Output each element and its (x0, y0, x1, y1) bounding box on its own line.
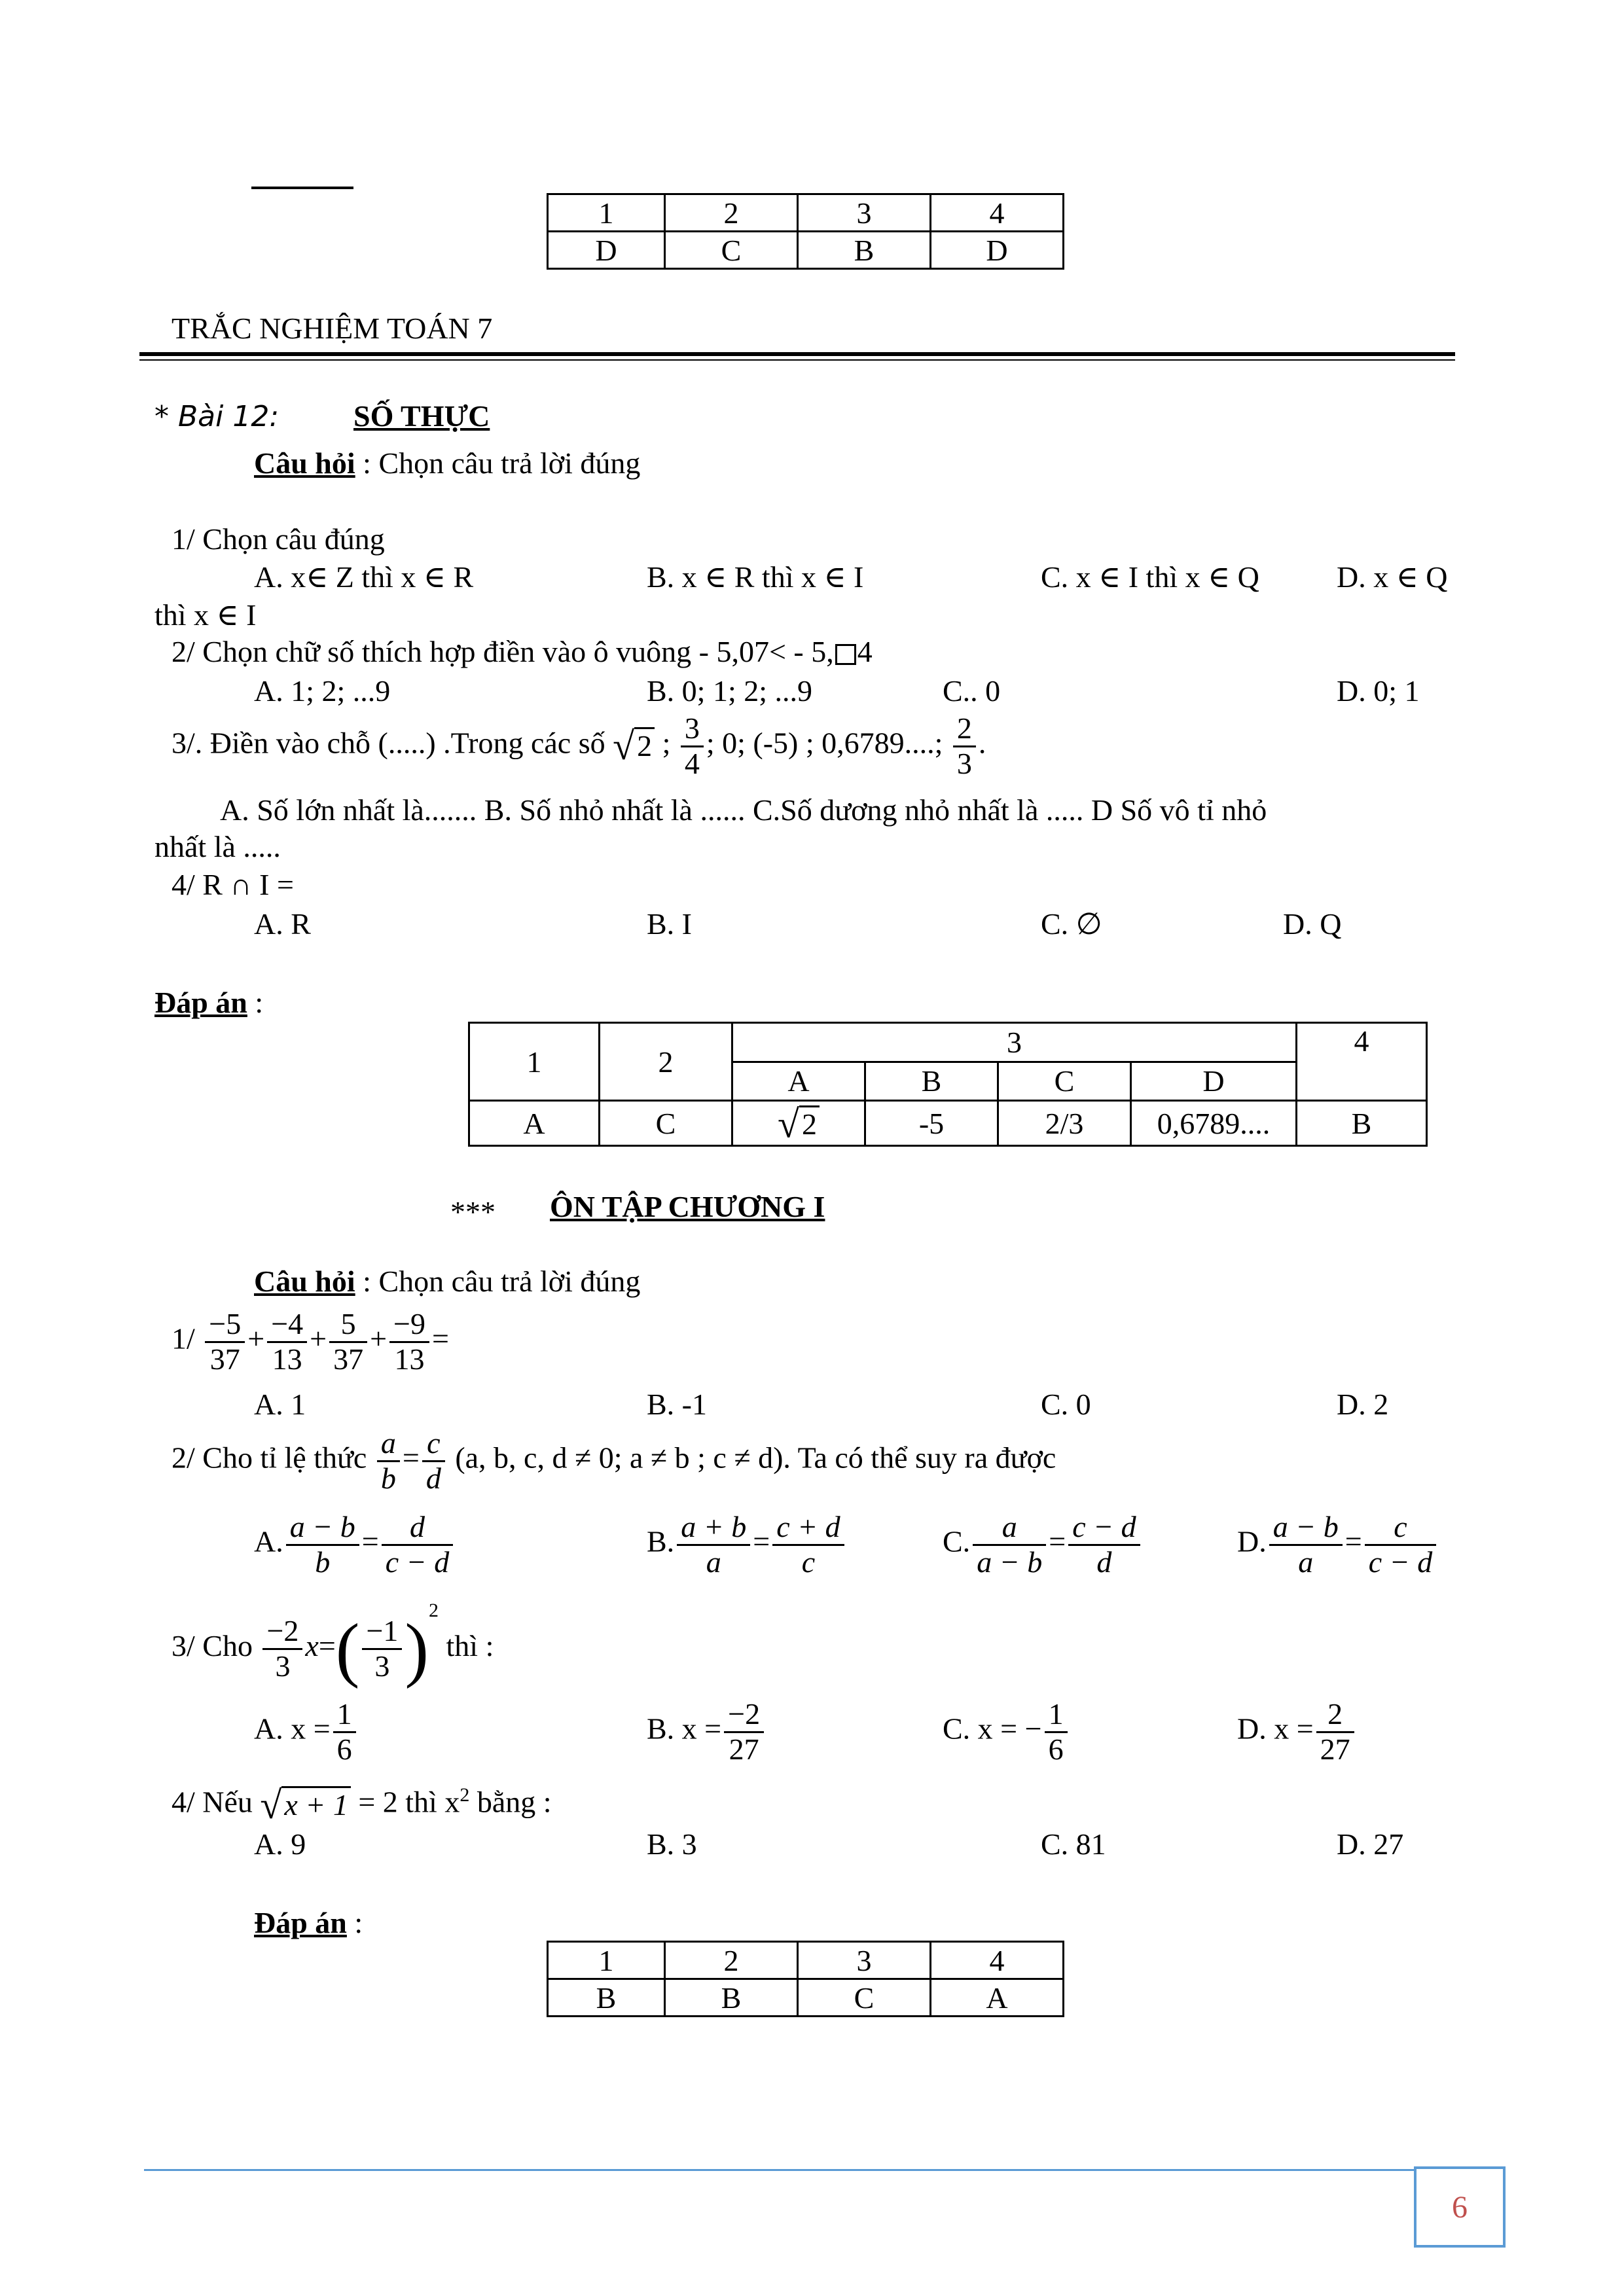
q2-stem (171, 635, 873, 670)
cau-hoi-label: Câu hỏi (254, 446, 355, 480)
top-val-3: B (798, 232, 931, 269)
r-q2-c-d1: a − b (977, 1545, 1043, 1579)
q4-option-b: B. I (647, 907, 692, 941)
review-dap-an-text: Đáp án (254, 1906, 347, 1939)
r-q3-a-frac (333, 1698, 356, 1766)
l12-sub-b: B (865, 1062, 998, 1101)
r-q2-pre: 2/ Cho tỉ lệ thức (171, 1441, 374, 1475)
top-head-3: 3 (798, 194, 931, 232)
sqrt-icon: √x + 1 (260, 1785, 350, 1825)
r-q3-option-a (254, 1698, 359, 1766)
r-q2-b-n1: a + b (677, 1511, 750, 1546)
r-q2-a-frac-2 (382, 1511, 453, 1579)
l12-val-b: -5 (865, 1101, 998, 1146)
r-q4-option-c: C. 81 (1041, 1827, 1106, 1861)
r-q1-frac-3 (329, 1308, 367, 1376)
r-q2-b-d2: c (801, 1545, 816, 1579)
r-q3-c-label: C. x = − (943, 1712, 1042, 1746)
q1-stem: 1/ Chọn câu đúng (171, 522, 385, 556)
r-q1-option-a: A. 1 (254, 1388, 306, 1421)
r-q3-eq: = (318, 1629, 336, 1662)
r-q2-d-frac-2 (1365, 1511, 1436, 1579)
r-q1-eq: = (432, 1321, 449, 1355)
l12-sub-a: A (732, 1062, 865, 1101)
r-q1-frac-2 (267, 1308, 307, 1376)
r-q3-stem (171, 1600, 494, 1689)
q2-option-c: C.. 0 (943, 674, 1001, 708)
r-q3-d-frac (1316, 1698, 1354, 1766)
q2-option-d: D. 0; 1 (1337, 674, 1420, 708)
top-head-4: 4 (931, 194, 1064, 232)
r-q1-n2: −4 (267, 1308, 307, 1343)
q3-options-cont: nhất là ..... (154, 830, 281, 863)
l12-val-2: C (600, 1101, 732, 1146)
r-q3-c-n: 1 (1045, 1698, 1068, 1733)
r-q2-dd: d (425, 1461, 441, 1495)
r-q1-d4: 13 (394, 1342, 425, 1376)
top-rule (251, 187, 353, 189)
review-answer-table (547, 1941, 1064, 2017)
l12-head-3: 3 (732, 1023, 1297, 1062)
r-head-3: 3 (798, 1942, 931, 1979)
r-q1-plus-1: + (247, 1321, 265, 1355)
r-q3-c-d: 6 (1048, 1732, 1064, 1766)
blank-box-icon (835, 644, 856, 665)
q3-frac-2 (953, 712, 976, 780)
q2-option-b: B. 0; 1; 2; ...9 (647, 674, 813, 708)
r-q1-option-c: C. 0 (1041, 1388, 1091, 1421)
review-cau-hoi-rest: : Chọn câu trả lời đúng (355, 1265, 641, 1298)
q3-end: . (978, 726, 986, 760)
r-q1-label: 1/ (171, 1321, 195, 1355)
review-question-header (254, 1265, 640, 1299)
q3-options: A. Số lớn nhất là....... B. Số nhỏ nhất là ...... C.Số dương nhỏ nhất là ..... D Số vô tỉ nhỏ (220, 793, 1267, 827)
sqrt-icon: √2 (613, 726, 655, 766)
r-q2-post: (a, b, c, d ≠ 0; a ≠ b ; c ≠ d). Ta có thể suy ra được (447, 1441, 1056, 1475)
r-q3-option-d (1237, 1698, 1357, 1766)
top-head-2: 2 (665, 194, 798, 232)
r-q2-c-n1: a (973, 1511, 1046, 1546)
r-q3-option-c (943, 1698, 1070, 1766)
r-q1-d2: 13 (272, 1342, 302, 1376)
q4-option-c: C. ∅ (1041, 907, 1102, 941)
r-q3-b-d: 27 (729, 1732, 759, 1766)
r-q2-a-d2: c − d (385, 1545, 450, 1579)
r-q2-stem: 2/ Cho tỉ lệ thức $\frac{a}{b}$ = $\frac{c}{d}$ (a, b, c, d ≠ 0; a ≠ b ; c ≠ d). Ta có thể suy ra được (171, 1426, 1056, 1495)
r-q1-plus-2: + (310, 1321, 327, 1355)
q3-stem (171, 712, 986, 780)
l12-val-4: B (1297, 1101, 1427, 1146)
r-q1-plus-3: + (370, 1321, 388, 1355)
q3-sep1: ; (655, 726, 678, 760)
r-q4-pre: 4/ Nếu (171, 1785, 261, 1819)
l12-val-1: A (469, 1101, 600, 1146)
r-q3-frac-r (362, 1615, 402, 1683)
q1-option-b: B. x ∈ R thì x ∈ I (647, 560, 864, 594)
header-rule-thin (139, 359, 1455, 361)
r-q2-a-n1: a − b (286, 1511, 359, 1546)
r-q2-b-n2: c + d (772, 1511, 844, 1546)
q3-f2-den: 3 (956, 746, 972, 780)
r-q3-a-d: 6 (336, 1732, 352, 1766)
r-q2-c-label: C. (943, 1524, 971, 1558)
r-q1-option-b: B. -1 (647, 1388, 707, 1421)
r-q1-frac-1 (205, 1308, 245, 1376)
r-q2-b-frac-1 (677, 1511, 750, 1579)
r-q2-b-d1: a (706, 1545, 721, 1579)
r-q2-c-n2: c − d (1068, 1511, 1140, 1546)
q1-option-d: D. x ∈ Q (1337, 560, 1448, 594)
r-val-3: C (798, 1979, 931, 2017)
r-q2-a-n2: d (382, 1511, 453, 1546)
right-paren-icon: ) (405, 1609, 429, 1689)
q1-option-d-cont: thì x ∈ I (154, 598, 257, 632)
r-q2-option-b: B. $\frac{a + b}{a}$ = $\frac{c + d}{c}$ (647, 1511, 847, 1579)
top-val-2: C (665, 232, 798, 269)
q4-option-a: A. R (254, 907, 311, 941)
r-q2-c-d2: d (1096, 1545, 1112, 1579)
r-q2-d-label: D. (1237, 1524, 1267, 1558)
page-number-box (1414, 2166, 1506, 2248)
review-dap-an-colon: : (346, 1906, 363, 1939)
r-q4-option-a: A. 9 (254, 1827, 306, 1861)
l12-val-a-arg: 2 (799, 1105, 820, 1141)
l12-val-a (732, 1101, 865, 1146)
r-q3-option-b (647, 1698, 767, 1766)
l12-sub-c: C (998, 1062, 1131, 1101)
r-q1-d3: 37 (333, 1342, 364, 1376)
review-cau-hoi: Câu hỏi (254, 1265, 355, 1298)
top-answer-table (547, 193, 1064, 270)
r-q1-stem (171, 1308, 449, 1376)
top-val-1: D (548, 232, 665, 269)
r-q3-d-d: 27 (1320, 1732, 1350, 1766)
r-q3-d-n: 2 (1316, 1698, 1354, 1733)
r-q2-d-d2: c − d (1368, 1545, 1433, 1579)
r-q3-x: x (305, 1629, 319, 1662)
q3-pre: 3/. Điền vào chỗ (.....) .Trong các số (171, 726, 613, 760)
left-paren-icon: ( (335, 1609, 360, 1689)
r-val-4: A (931, 1979, 1064, 2017)
top-head-1: 1 (548, 194, 665, 232)
r-q1-n3: 5 (329, 1308, 367, 1343)
r-q2-d-d1: a (1298, 1545, 1314, 1579)
lesson12-answer-table (468, 1022, 1428, 1147)
r-q2-frac-ab (377, 1427, 400, 1495)
l12-val-d: 0,6789.... (1131, 1101, 1297, 1146)
r-q4-post: bằng : (469, 1785, 552, 1819)
r-q3-a-label: A. x = (254, 1712, 331, 1746)
q2-stem-b: 4 (857, 635, 873, 668)
r-q2-option-a: A. $\frac{a - b}{b}$ = $\frac{d}{c - d}$ (254, 1511, 456, 1579)
l12-head-2: 2 (600, 1023, 732, 1101)
q3-sqrt-arg: 2 (634, 727, 655, 762)
r-q3-c-frac (1045, 1698, 1068, 1766)
l12-sub-d: D (1131, 1062, 1297, 1101)
r-q3-ln: −2 (262, 1615, 302, 1650)
r-q3-b-label: B. x = (647, 1712, 722, 1746)
r-q2-a-frac-1 (286, 1511, 359, 1579)
dap-an-colon: : (247, 986, 264, 1019)
q1-option-c: C. x ∈ I thì x ∈ Q (1041, 560, 1259, 594)
q2-option-a: A. 1; 2; ...9 (254, 674, 391, 708)
lesson-question-header (254, 446, 640, 481)
cau-hoi-rest: : Chọn câu trả lời đúng (355, 446, 641, 480)
r-q2-d-frac-1 (1269, 1511, 1343, 1579)
r-q2-d-n1: a − b (1269, 1511, 1343, 1546)
l12-val-c: 2/3 (998, 1101, 1131, 1146)
dap-an-text: Đáp án (154, 986, 247, 1019)
r-head-2: 2 (665, 1942, 798, 1979)
r-q4-eq: = 2 thì x (350, 1785, 460, 1819)
r-head-1: 1 (548, 1942, 665, 1979)
l12-head-1: 1 (469, 1023, 600, 1101)
q3-mid: ; 0; (-5) ; 0,6789....; (706, 726, 950, 760)
q1-option-a: A. x∈ Z thì x ∈ R (254, 560, 474, 594)
r-q1-n1: −5 (205, 1308, 245, 1343)
header-rule-thick (139, 352, 1455, 356)
answer-label-2 (254, 1906, 363, 1941)
r-head-4: 4 (931, 1942, 1064, 1979)
r-q2-an: a (377, 1427, 400, 1462)
footer-rule (144, 2169, 1414, 2171)
r-q2-frac-cd (422, 1427, 445, 1495)
r-q2-d-n2: c (1365, 1511, 1436, 1546)
review-stars: *** (450, 1195, 496, 1229)
header-title: TRẮC NGHIỆM TOÁN 7 (171, 312, 493, 345)
r-q1-d1: 37 (209, 1342, 240, 1376)
r-q4-option-b: B. 3 (647, 1827, 697, 1861)
q4-option-d: D. Q (1283, 907, 1342, 941)
l12-head-4-blank (1297, 1062, 1427, 1101)
r-q3-frac-l (262, 1615, 302, 1683)
top-val-4: D (931, 232, 1064, 269)
lesson-title: SỐ THỰC (353, 399, 490, 433)
r-q2-c-frac-1 (973, 1511, 1046, 1579)
q3-f2-num: 2 (953, 712, 976, 747)
r-q3-ld: 3 (275, 1649, 291, 1683)
r-q2-a-label: A. (254, 1524, 283, 1558)
r-q2-option-c: C. $\frac{a}{a - b}$ = $\frac{c - d}{d}$ (943, 1511, 1143, 1579)
q2-stem-a: 2/ Chọn chữ số thích hợp điền vào ô vuông - 5,07< - 5, (171, 635, 834, 668)
lesson-prefix: * Bài 12: (154, 400, 280, 433)
review-title: ÔN TẬP CHƯƠNG I (550, 1190, 825, 1223)
r-q1-option-d: D. 2 (1337, 1388, 1389, 1421)
r-val-1: B (548, 1979, 665, 2017)
r-q1-frac-4 (389, 1308, 429, 1376)
r-q3-post: thì : (439, 1629, 494, 1662)
r-q4-option-d: D. 27 (1337, 1827, 1404, 1861)
r-q2-b-label: B. (647, 1524, 675, 1558)
q3-f1-num: 3 (681, 712, 704, 747)
r-q3-b-frac (724, 1698, 764, 1766)
answer-label-1 (154, 986, 263, 1020)
r-q4-stem (171, 1785, 552, 1825)
l12-head-4: 4 (1297, 1023, 1427, 1062)
r-q3-rn: −1 (362, 1615, 402, 1650)
r-q3-a-n: 1 (333, 1698, 356, 1733)
r-val-2: B (665, 1979, 798, 2017)
r-q4-exp: 2 (460, 1784, 470, 1806)
r-q2-cn: c (422, 1427, 445, 1462)
r-q3-d-label: D. x = (1237, 1712, 1314, 1746)
q3-f1-den: 4 (684, 746, 700, 780)
r-q2-a-d1: b (315, 1545, 331, 1579)
r-q2-c-frac-2 (1068, 1511, 1140, 1579)
q4-stem: 4/ R ∩ I = (171, 868, 294, 901)
r-q3-pre: 3/ Cho (171, 1629, 261, 1662)
r-q2-bd: b (380, 1461, 396, 1495)
r-q3-b-n: −2 (724, 1698, 764, 1733)
r-q4-rad: x + 1 (281, 1786, 350, 1821)
r-q3-exp: 2 (429, 1600, 439, 1621)
page-number: 6 (1452, 2189, 1468, 2225)
sqrt-icon: √2 (778, 1103, 820, 1143)
r-q1-n4: −9 (389, 1308, 429, 1343)
r-q2-b-frac-2 (772, 1511, 844, 1579)
r-q3-rd: 3 (374, 1649, 390, 1683)
q3-frac-1 (681, 712, 704, 780)
r-q2-option-d: D. $\frac{a - b}{a}$ = $\frac{c}{c - d}$ (1237, 1511, 1439, 1579)
